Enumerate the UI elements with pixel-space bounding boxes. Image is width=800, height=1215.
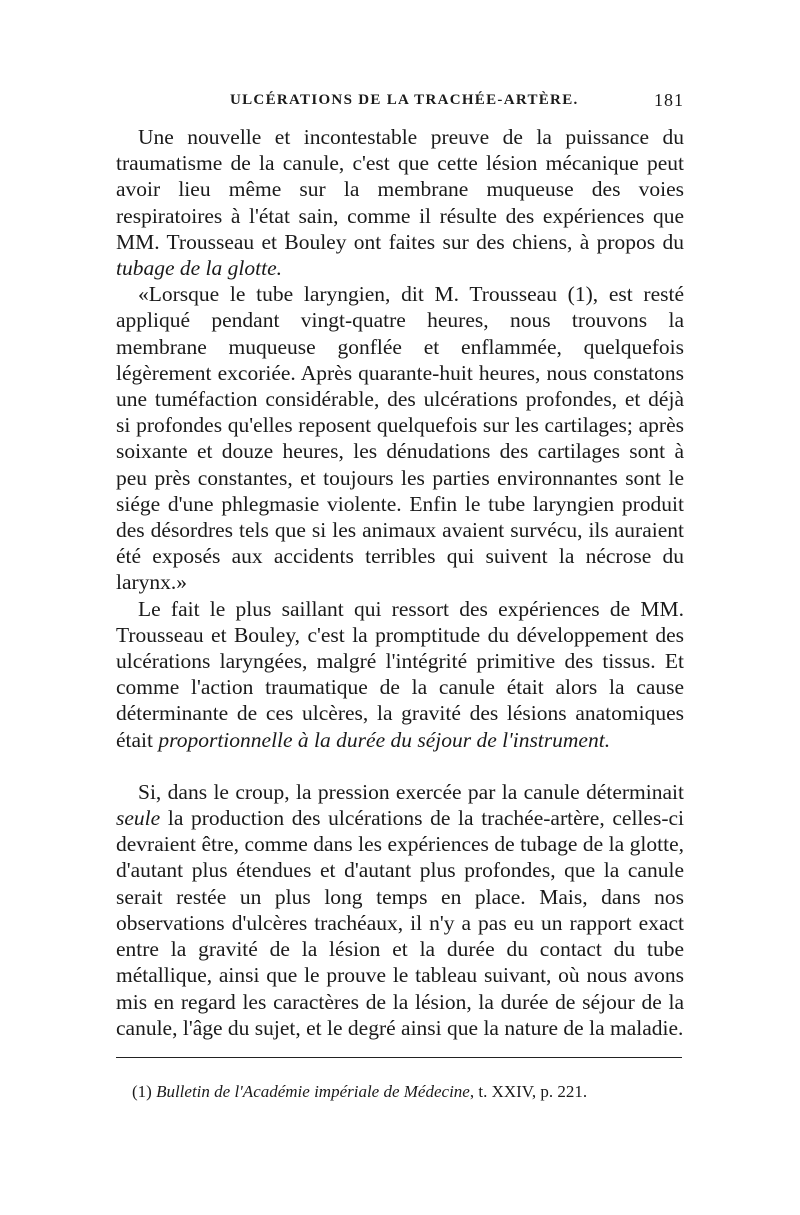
paragraph: [116, 596, 684, 753]
paragraph-text: Le fait le plus saillant qui ressort des expériences de MM. Trousseau et Bouley, c'est la promptitude du développement des ulcérations laryngées, malgré l'intégrité primitive des tissus. Et comme l'action traumatique de la canule était alors la cause déterminante de ces ulcères, la gravité des lésions anatomiques était: [116, 596, 684, 752]
quotation-paragraph: [116, 281, 684, 595]
footnote-reference: , t. XXIV, p. 221.: [469, 1082, 588, 1101]
running-title: ULCÉRATIONS DE LA TRACHÉE-ARTÈRE.: [230, 92, 579, 108]
italic-word: seule: [116, 806, 161, 831]
paragraph-text: Une nouvelle et incontestable preuve de la puissance du traumatisme de la canule, c'est que cette lésion mécanique peut avoir lieu même sur la membrane muqueuse des voies respiratoires à l'état sain, comme il résulte des expériences que MM. Trousseau et Bouley ont faites sur des chiens, à propos du: [116, 125, 684, 254]
italic-term: tubage de la glotte.: [116, 256, 282, 281]
paragraph-text: «Lorsque le tube laryngien, dit M. Trousseau (1), est resté appliqué pendant vingt-quatre heures, nous trouvons la membrane muqueuse gonflée et enflammée, quelquefois légèrement excoriée. Après quarante-huit heures, nous constatons une tuméfaction considérable, des ulcérations profondes, et déjà si profondes qu'elles reposent quelquefois sur les cartilages; après soixante et douze heures, les dénudations des cartilages sont à peu près constantes, et toujours les parties environnantes sont le siége d'une phlegmasie violente. Enfin le tube laryngien produit des désordres tels que si les animaux avaient survécu, ils auraient été exposés aux accidents terribles qui suivent la nécrose du larynx.»: [116, 282, 684, 595]
running-header: [116, 90, 684, 116]
paragraph-text: Si, dans le croup, la pression exercée par la canule déterminait: [138, 779, 684, 804]
footnote-marker: (1): [132, 1082, 157, 1101]
footnote-source: Bulletin de l'Académie impériale de Médecine: [156, 1082, 470, 1101]
paragraph: [116, 779, 684, 1041]
footnote: [132, 1082, 692, 1102]
footnote-divider: [116, 1057, 682, 1058]
page-number: 181: [654, 90, 684, 110]
italic-phrase: proportionnelle à la durée du séjour de l'instrument.: [158, 727, 611, 752]
body-text: [116, 124, 684, 1041]
paragraph-text: la production des ulcérations de la trachée-artère, celles-ci devraient être, comme dans les expériences de tubage de la glotte, d'autant plus étendues et d'autant plus profondes, que la canule serait restée un plus long temps en place. Mais, dans nos observations d'ulcères trachéaux, il n'y a pas eu un rapport exact entre la gravité de la lésion et la durée du contact du tube métallique, ainsi que le prouve le tableau suivant, où nous avons mis en regard les caractères de la lésion, la durée de séjour de la canule, l'âge du sujet, et le degré ainsi que la nature de la maladie.: [116, 806, 684, 1040]
paragraph: [116, 124, 684, 281]
